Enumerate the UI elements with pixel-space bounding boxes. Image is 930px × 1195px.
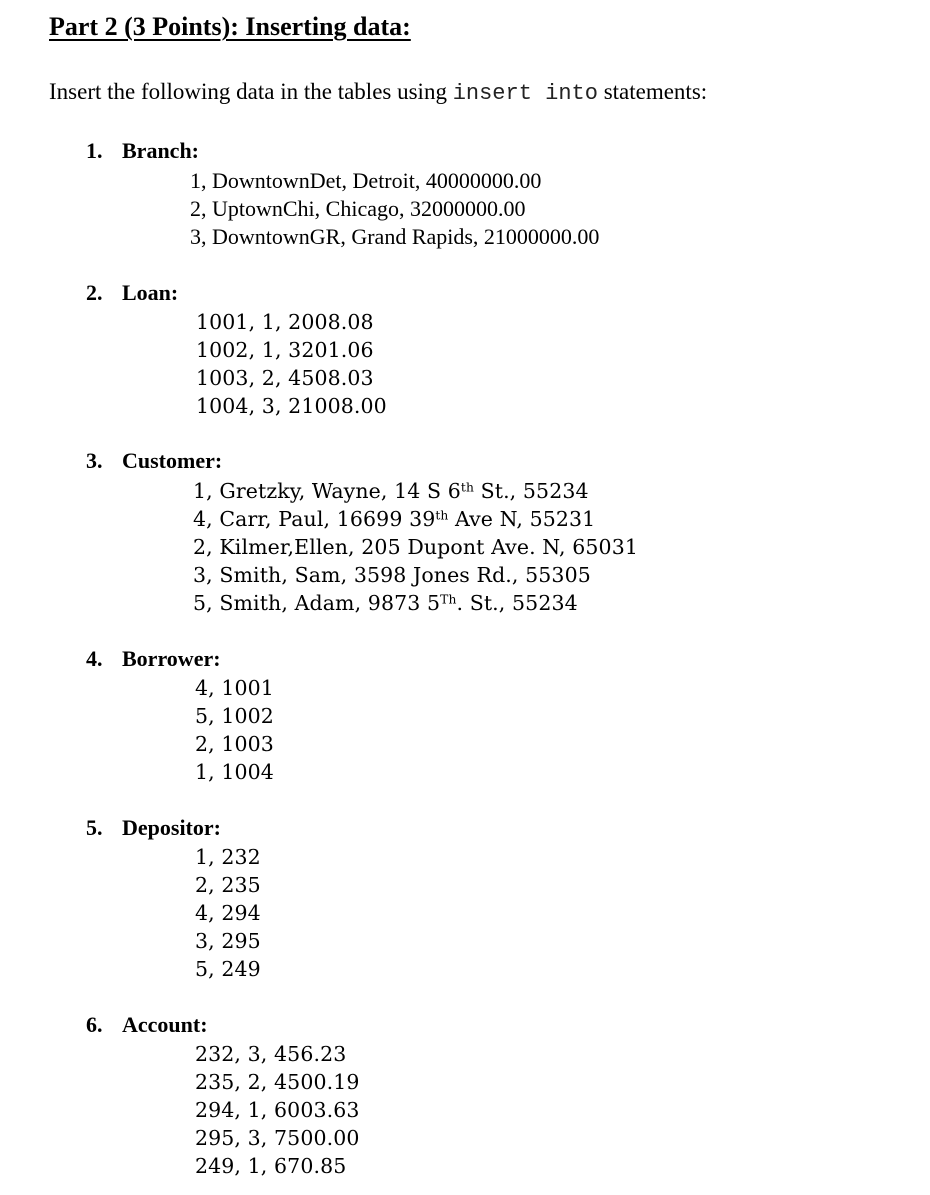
section-label: Depositor: [122, 815, 221, 840]
section-title-borrower [86, 646, 221, 672]
data-row: 5, 249 [195, 957, 261, 981]
data-row: 3, DowntownGR, Grand Rapids, 21000000.00 [190, 224, 600, 249]
ordinal-suffix: th [435, 508, 449, 523]
section-label: Branch: [122, 138, 199, 163]
data-row: 1, 232 [195, 845, 261, 869]
data-row: 4, Carr, Paul, 16699 39th Ave N, 55231 [193, 507, 596, 531]
ordinal-suffix: th [460, 480, 474, 495]
data-row: 5, 1002 [195, 704, 274, 728]
data-row: 294, 1, 6003.63 [195, 1098, 360, 1122]
data-row: 249, 1, 670.85 [195, 1154, 347, 1178]
intro-paragraph [49, 79, 707, 106]
section-number: 3. [86, 448, 103, 473]
data-row: 1, DowntownDet, Detroit, 40000000.00 [190, 168, 542, 193]
section-number: 2. [86, 280, 103, 305]
data-row: 1002, 1, 3201.06 [196, 338, 374, 362]
data-row: 2, Kilmer,Ellen, 205 Dupont Ave. N, 65031 [193, 535, 638, 559]
depositor-data-rows [195, 843, 261, 983]
data-row: 1, 1004 [195, 760, 274, 784]
data-row: 1003, 2, 4508.03 [196, 366, 374, 390]
data-row: 295, 3, 7500.00 [195, 1126, 360, 1150]
data-row: 232, 3, 456.23 [195, 1042, 347, 1066]
intro-code-keyword: insert into [452, 81, 598, 106]
section-label: Loan: [122, 280, 179, 305]
data-row: 2, 1003 [195, 732, 274, 756]
data-row: 4, 1001 [195, 676, 274, 700]
part-heading: Part 2 (3 Points): Inserting data: [49, 12, 411, 41]
data-row: 1004, 3, 21008.00 [196, 394, 387, 418]
section-label: Account: [122, 1012, 208, 1037]
branch-data-rows [190, 167, 599, 251]
intro-text-before: Insert the following data in the tables using [49, 79, 453, 104]
loan-data-rows [196, 308, 387, 420]
section-title-customer [86, 448, 222, 474]
data-row: 2, UptownChi, Chicago, 32000000.00 [190, 196, 526, 221]
data-row: 5, Smith, Adam, 9873 5Th. St., 55234 [193, 591, 578, 615]
section-number: 6. [86, 1012, 103, 1037]
section-number: 1. [86, 138, 103, 163]
customer-data-rows [193, 477, 638, 617]
account-data-rows [195, 1040, 360, 1180]
borrower-data-rows [195, 674, 274, 786]
section-number: 4. [86, 646, 103, 671]
data-row: 2, 235 [195, 873, 261, 897]
section-title-depositor [86, 815, 221, 841]
data-row: 4, 294 [195, 901, 261, 925]
section-number: 5. [86, 815, 103, 840]
intro-text-after: statements: [597, 79, 708, 104]
section-title-branch [86, 138, 199, 164]
data-row: 1001, 1, 2008.08 [196, 310, 374, 334]
section-title-account [86, 1012, 208, 1038]
section-title-loan [86, 280, 178, 306]
data-row: 3, 295 [195, 929, 261, 953]
data-row: 1, Gretzky, Wayne, 14 S 6th St., 55234 [193, 479, 589, 503]
data-row: 3, Smith, Sam, 3598 Jones Rd., 55305 [193, 563, 591, 587]
section-label: Customer: [122, 448, 223, 473]
data-row: 235, 2, 4500.19 [195, 1070, 360, 1094]
section-label: Borrower: [122, 646, 221, 671]
ordinal-suffix: Th [440, 592, 457, 607]
